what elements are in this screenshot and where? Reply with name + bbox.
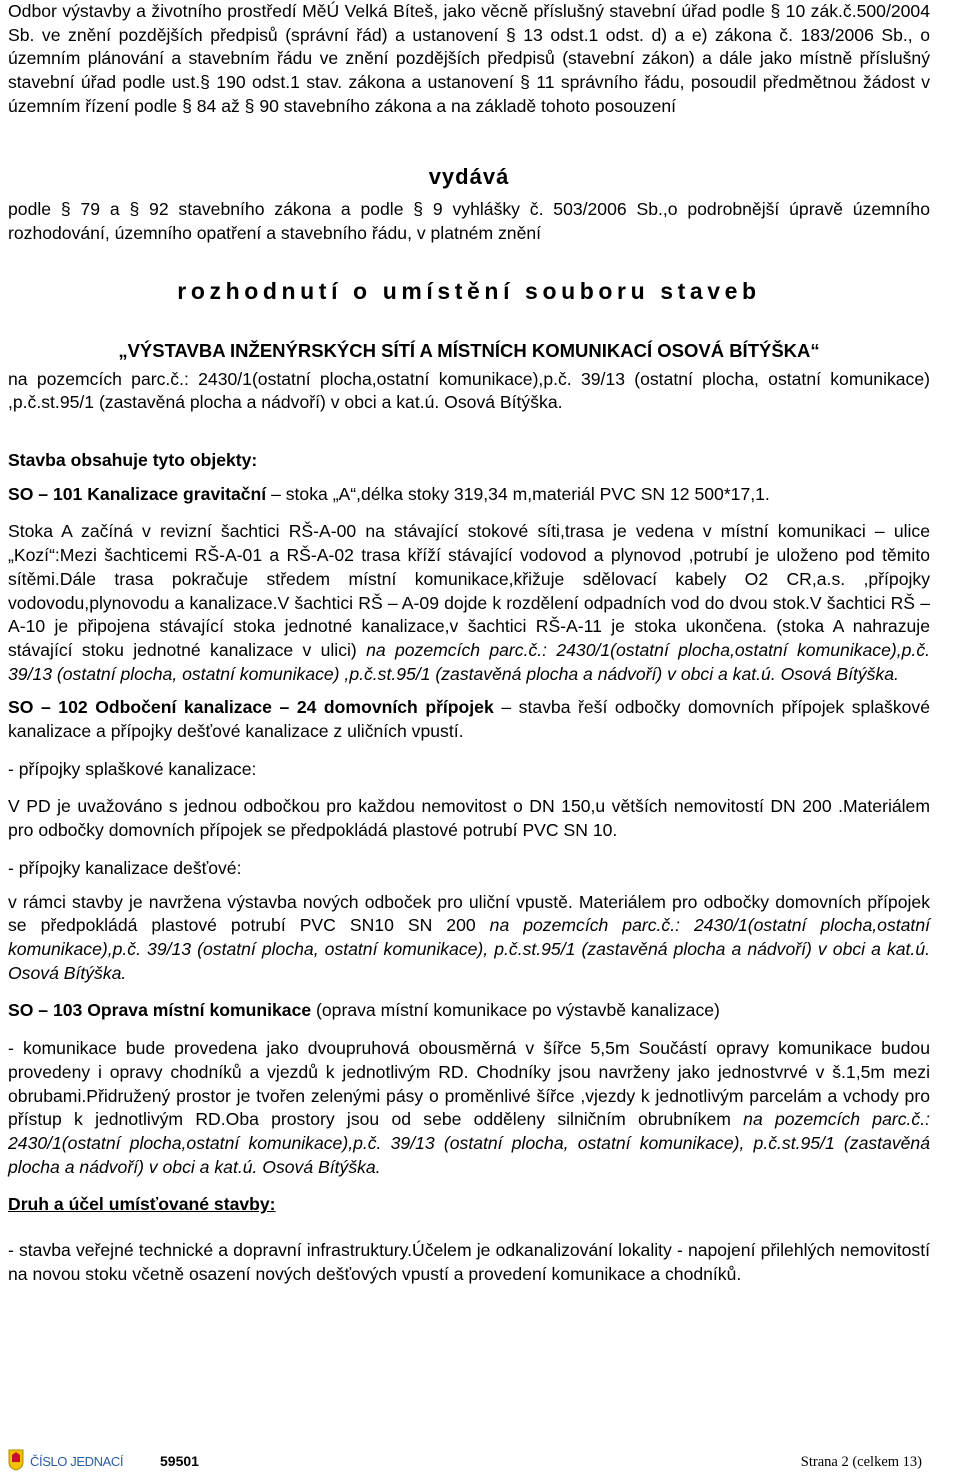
intro-paragraph: Odbor výstavby a životního prostředí MěÚ Velká Bíteš, jako věcně příslušný stavební úřad podle § 10 zák.č.500/2004 Sb. ve znění pozdějších předpisů (správní řád) a ustanovení § 13 odst.1 odst. d) a e) zákona č. 183/2006 Sb., o územním plánování a stavebním řádu ve znění pozdějších předpisů (stavební zákon) a dále jako místně příslušný stavební úřad podle ust.§ 190 odst.1 stav. zákona a ustanovení § 11 správního řádu, posoudil předmětnou žádost v územním řízení podle § 84 až § 90 stavebního zákona a na základě tohoto posouzení	[8, 1, 930, 116]
stoka-paragraph	[8, 520, 930, 686]
page-footer	[8, 1449, 930, 1473]
destove-text: v rámci stavby je navržena výstavba nových odboček pro uliční vpustě. Materiálem pro odbočky domovních přípojek se předpokládá plastové potrubí PVC SN10 SN 200	[8, 891, 930, 936]
stoka-text: Stoka A začíná v revizní šachtici RŠ-A-00 na stávající stokové síti,trasa je vedena v místní komunikaci – ulice „Kozí“:Mezi šachticemi RŠ-A-01 a RŠ-A-02 trasa kříží stávající vodovod a plynovod ,potrubí je uloženo pod těmito sítěmi.Dále trasa pokračuje středem místní komunikace,křižuje sdělovací kabely O2 CR,a.s. ,přípojky vodovodu,plynovodu a kanalizace.V šachtici RŠ – A-09 dojde k rozdělení odpadních vod do dvou stok.V šachtici RŠ – A-10 je připojena stávající stoka jednotné kanalizace,v šachtici RŠ-A-11 je stoka ukončena. (stoka A nahrazuje stávající stoku jednotné kanalizace v ulici)	[8, 521, 930, 660]
destove-parcels: na pozemcích parc.č.: 2430/1(ostatní plocha,ostatní komunikace),p.č. 39/13 (ostatní plocha, ostatní komunikace), p.č.st.95/1 (zastavěná plocha a nádvoří) v obci a kat.ú. Osová Bítýška.	[8, 915, 930, 983]
stoka-parcels: na pozemcích parc.č.: 2430/1(ostatní plocha,ostatní komunikace),p.č. 39/13 (ostatní plocha, ostatní komunikace) ,p.č.st.95/1 (zastavěná plocha a nádvoří) v obci a kat.ú. Osová Bítýška.	[8, 639, 930, 684]
destove-heading: - přípojky kanalizace dešťové:	[8, 857, 242, 878]
druh-heading: Druh a účel umísťované stavby:	[8, 1194, 276, 1215]
so103-label: SO – 103 Oprava místní komunikace	[8, 1000, 312, 1021]
splaskove-heading: - přípojky splaškové kanalizace:	[8, 758, 257, 779]
project-title: „VÝSTAVBA INŽENÝRSKÝCH SÍTÍ A MÍSTNÍCH KOMUNIKACÍ OSOVÁ BÍTÝŠKA“	[118, 339, 820, 361]
parcels-paragraph: na pozemcích parc.č.: 2430/1(ostatní plocha,ostatní komunikace),p.č. 39/13 (ostatní plocha, ostatní komunikace) ,p.č.st.95/1 (zastavěná plocha a nádvoří) v obci a kat.ú. Osová Bítýška.	[8, 368, 930, 413]
so101-text: – stoka „A“,délka stoky 319,34 m,materiál PVC SN 12 500*17,1.	[266, 483, 770, 504]
decision-title: rozhodnutí o umístění souboru staveb	[177, 277, 761, 304]
so101-paragraph	[8, 483, 930, 507]
komunikace-parcels: na pozemcích parc.č.: 2430/1(ostatní plocha,ostatní komunikace),p.č. 39/13 (ostatní plocha, ostatní komunikace), p.č.st.95/1 (zastavěná plocha a nádvoří) v obci a kat.ú. Osová Bítýška.	[8, 1109, 930, 1177]
so101-label: SO – 101 Kanalizace gravitační	[8, 483, 267, 504]
so102-paragraph	[8, 696, 930, 743]
issues-heading: vydává	[428, 163, 510, 189]
objects-heading: Stavba obsahuje tyto objekty:	[8, 450, 258, 471]
splaskove-paragraph: V PD je uvažováno s jednou odbočkou pro každou nemovitost o DN 150,u větších nemovitostí DN 200 .Materiálem pro odbočky domovních přípojek se předpokládá plastové potrubí PVC SN 10.	[8, 796, 930, 841]
reference-number-value: 59501	[160, 1453, 199, 1469]
document-page	[8, 0, 930, 1286]
so102-label: SO – 102 Odbočení kanalizace – 24 domovních přípojek	[8, 697, 494, 718]
municipal-logo-icon	[8, 1449, 24, 1471]
so102-text: – stavba řeší odbočky domovních přípojek splaškové kanalizace a přípojky dešťové kanalizace z uličních vpustí.	[8, 697, 930, 742]
destove-paragraph	[8, 891, 930, 986]
reference-number-label: ČÍSLO JEDNACÍ	[30, 1454, 124, 1469]
so103-text: (oprava místní komunikace po výstavbě kanalizace)	[311, 1000, 720, 1021]
page-number: Strana 2 (celkem 13)	[800, 1454, 922, 1470]
druh-paragraph: - stavba veřejné technické a dopravní infrastruktury.Účelem je odkanalizování lokality - napojení přilehlých nemovitostí na novou stoku včetně osazení nových dešťových vpustí a provedení komunikace a chodníků.	[8, 1240, 930, 1284]
komunikace-text: - komunikace bude provedena jako dvoupruhová obousměrná v šířce 5,5m Součástí opravy komunikace budou provedeny i opravy chodníků a vjezdů k jednotlivým RD. Chodníky jsou navrženy jako jednostvrvé v š.1,5m mezi obrubami.Přidružený prostor je tvořen zelenými pásy o proměnlivé šířce ,vjezdy k jednotlivým parcelám a vchody pro přístup k jednotlivým RD.Oba prostory jsou od sebe odděleny silničním obrubníkem	[8, 1038, 930, 1130]
legal-basis-paragraph: podle § 79 a § 92 stavebního zákona a podle § 9 vyhlášky č. 503/2006 Sb.,o podrobnější úpravě územního rozhodování, územního opatření a stavebního řádu, v platném znění	[8, 199, 930, 243]
komunikace-paragraph	[8, 1037, 930, 1179]
so103-paragraph	[8, 999, 930, 1023]
